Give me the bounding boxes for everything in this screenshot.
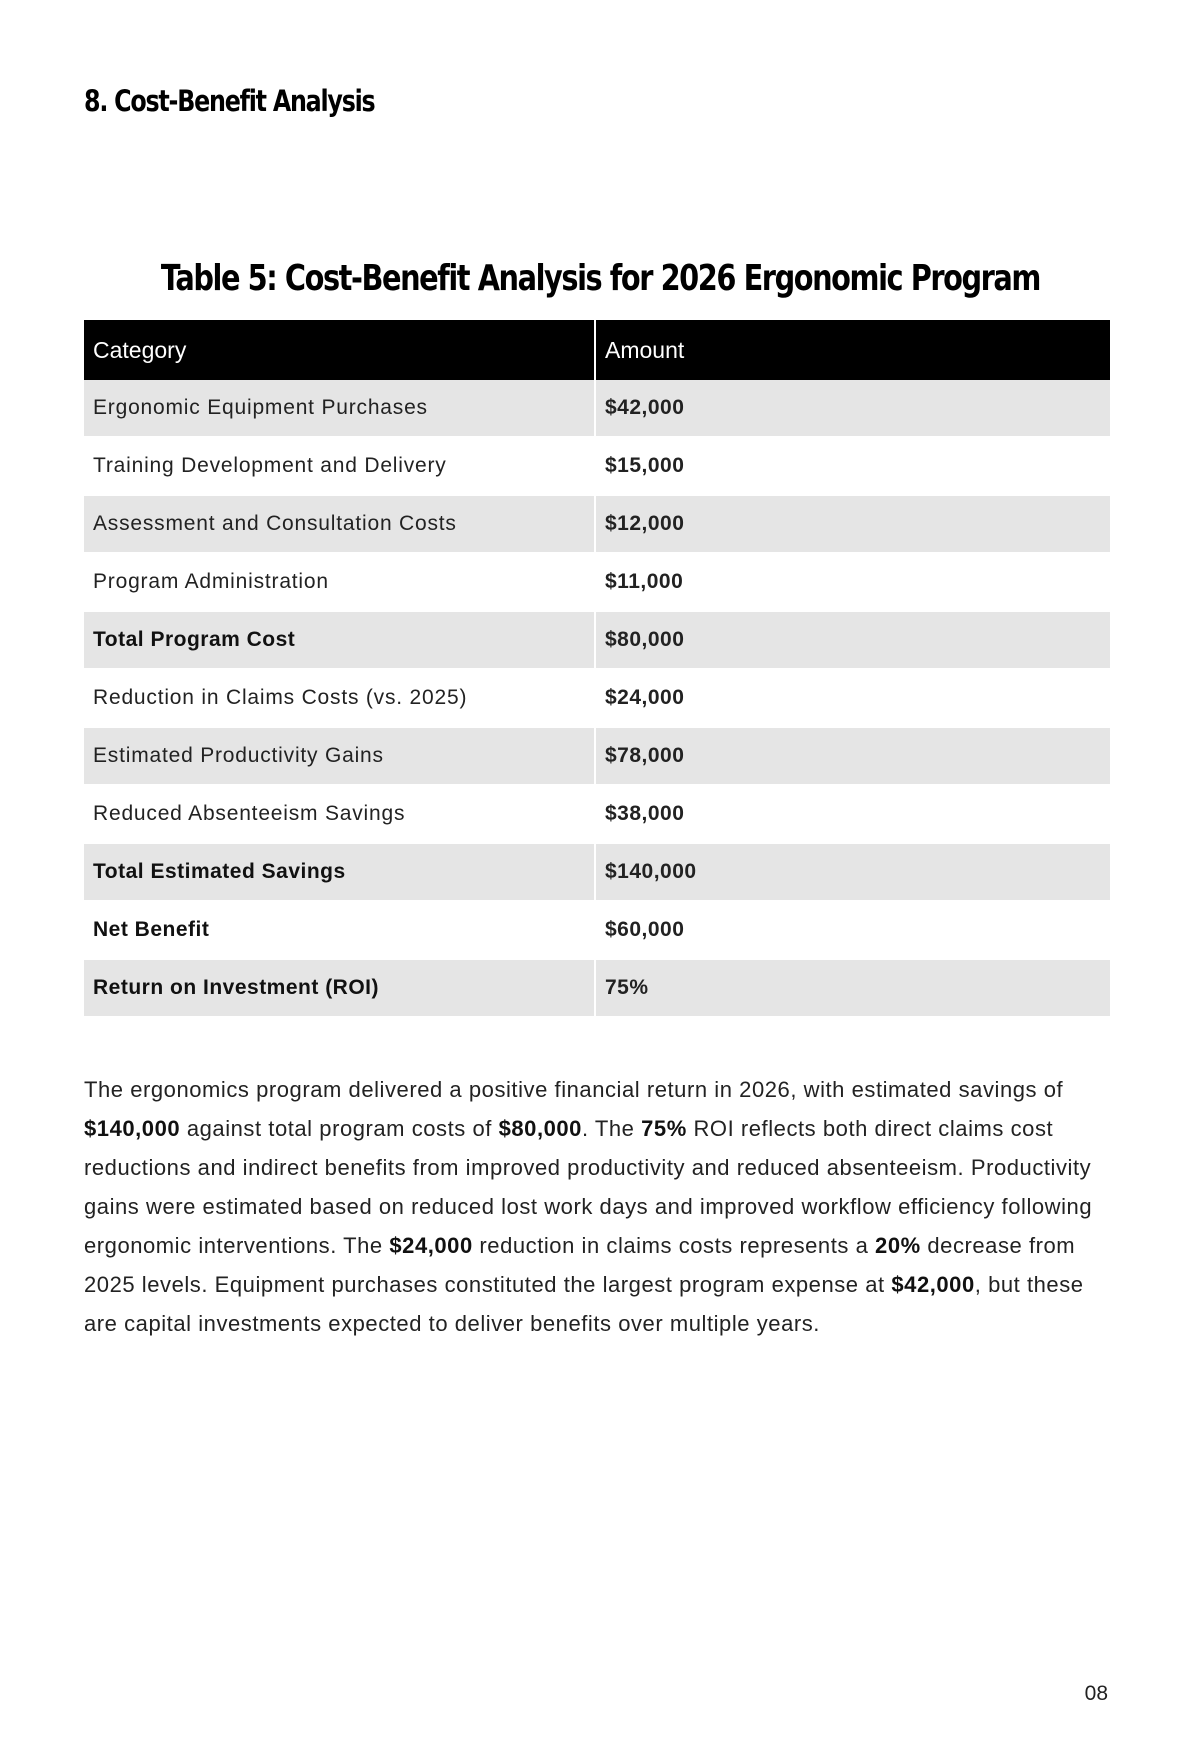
table-row-roi [84, 959, 1110, 1017]
paragraph-emphasis: $140,000 [84, 1116, 181, 1141]
amount-cell: $15,000 [595, 437, 1110, 495]
page-number: 08 [1084, 1682, 1108, 1705]
paragraph-text: reduction in claims costs represents a [472, 1233, 876, 1258]
category-cell: Assessment and Consultation Costs [84, 495, 595, 553]
category-cell: Return on Investment (ROI) [84, 959, 595, 1017]
analysis-paragraph [84, 1070, 1114, 1343]
category-cell: Training Development and Delivery [84, 437, 595, 495]
table-row-net-benefit [84, 901, 1110, 959]
amount-cell: 75% [595, 959, 1110, 1017]
amount-cell: $11,000 [595, 553, 1110, 611]
cost-benefit-table [84, 320, 1110, 1018]
table-row [84, 785, 1110, 843]
category-cell: Reduction in Claims Costs (vs. 2025) [84, 669, 595, 727]
paragraph-text: , but these are capital investments expected to deliver benefits over multiple years. [84, 1272, 1084, 1336]
paragraph-text: decrease from 2025 levels. Equipment purchases constituted the largest program expense at [84, 1233, 1076, 1297]
paragraph-emphasis: $80,000 [498, 1116, 582, 1141]
table-row [84, 727, 1110, 785]
section-heading: 8. Cost-Benefit Analysis [84, 84, 375, 118]
category-cell: Total Program Cost [84, 611, 595, 669]
paragraph-text: ROI reflects both direct claims cost reductions and indirect benefits from improved productivity and reduced absenteeism. Productivity gains were estimated based on reduced lost work days and improved workflow efficiency following ergonomic interventions. The [84, 1116, 1093, 1258]
table-row [84, 669, 1110, 727]
category-cell: Net Benefit [84, 901, 595, 959]
category-cell: Reduced Absenteeism Savings [84, 785, 595, 843]
paragraph-emphasis: $42,000 [891, 1272, 975, 1297]
table-caption-text: Table 5: Cost-Benefit Analysis for 2026 Ergonomic Program [160, 258, 1040, 299]
amount-cell: $140,000 [595, 843, 1110, 901]
amount-cell: $24,000 [595, 669, 1110, 727]
table-caption [0, 258, 1200, 299]
amount-cell: $78,000 [595, 727, 1110, 785]
paragraph-text: The ergonomics program delivered a positive financial return in 2026, with estimated savings of [84, 1077, 1064, 1102]
table-row [84, 380, 1110, 437]
category-cell: Program Administration [84, 553, 595, 611]
category-cell: Ergonomic Equipment Purchases [84, 380, 595, 437]
table-row [84, 495, 1110, 553]
table-row-total-savings [84, 843, 1110, 901]
paragraph-emphasis: 75% [641, 1116, 687, 1141]
paragraph-emphasis: 20% [875, 1233, 921, 1258]
column-header-amount: Amount [595, 320, 1110, 380]
amount-cell: $42,000 [595, 380, 1110, 437]
table-row-total-cost [84, 611, 1110, 669]
amount-cell: $38,000 [595, 785, 1110, 843]
amount-cell: $60,000 [595, 901, 1110, 959]
table-row [84, 437, 1110, 495]
category-cell: Estimated Productivity Gains [84, 727, 595, 785]
table-header-row [84, 320, 1110, 380]
paragraph-emphasis: $24,000 [389, 1233, 473, 1258]
column-header-category: Category [84, 320, 595, 380]
paragraph-text: against total program costs of [180, 1116, 499, 1141]
table-row [84, 553, 1110, 611]
amount-cell: $80,000 [595, 611, 1110, 669]
amount-cell: $12,000 [595, 495, 1110, 553]
paragraph-text: . The [581, 1116, 642, 1141]
category-cell: Total Estimated Savings [84, 843, 595, 901]
